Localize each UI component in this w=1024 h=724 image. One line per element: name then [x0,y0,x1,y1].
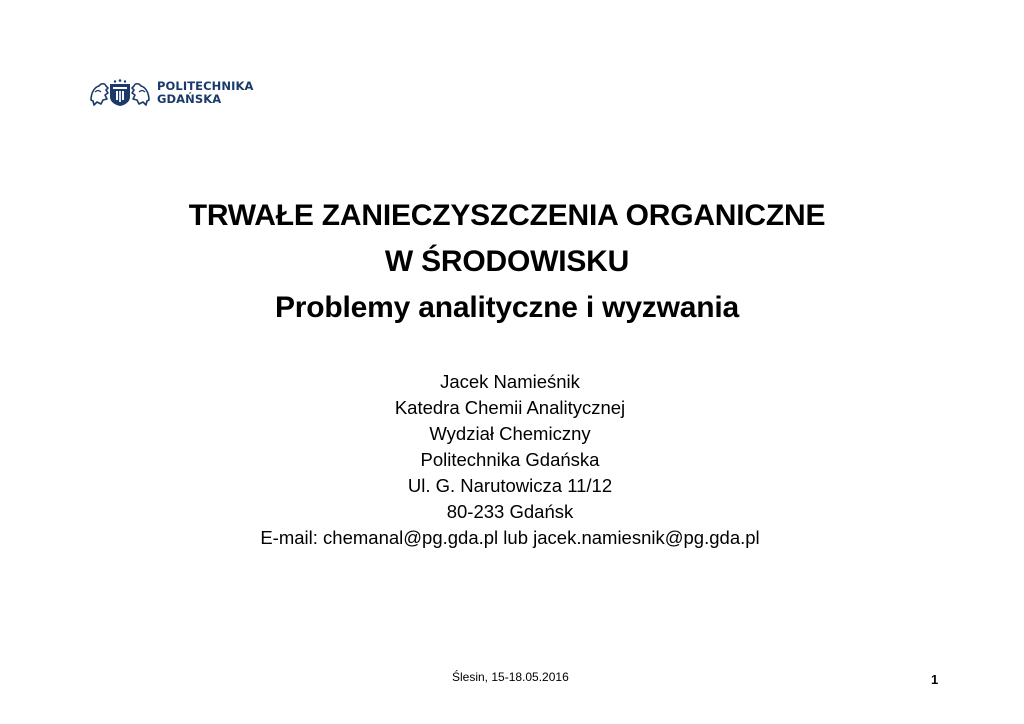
author-street: Ul. G. Narutowicza 11/12 [407,475,613,496]
author-university: Politechnika Gdańska [420,449,600,470]
author-department: Katedra Chemii Analitycznej [394,397,626,418]
author-info [0,369,1020,551]
logo-line-2: GDAŃSKA [157,92,222,106]
logo-wordmark [157,80,254,106]
footer-date: Ślesin, 15-18.05.2016 [452,670,569,684]
title-line-1: TRWAŁE ZANIECZYSZCZENIA ORGANICZNE [188,199,826,232]
presentation-title [0,193,1014,331]
title-line-2: W ŚRODOWISKU [384,245,630,278]
author-name: Jacek Namieśnik [440,371,580,392]
logo-line-1: POLITECHNIKA [157,79,254,93]
title-line-3: Problemy analityczne i wyzwania [275,291,739,324]
author-email: E-mail: chemanal@pg.gda.pl lub jacek.namiesnik@pg.gda.pl [260,527,760,548]
university-logo [89,78,254,108]
slide-number: 1 [931,672,939,687]
politechnika-emblem-icon [89,78,151,108]
author-faculty: Wydział Chemiczny [429,423,591,444]
author-city: 80-233 Gdańsk [446,501,574,522]
